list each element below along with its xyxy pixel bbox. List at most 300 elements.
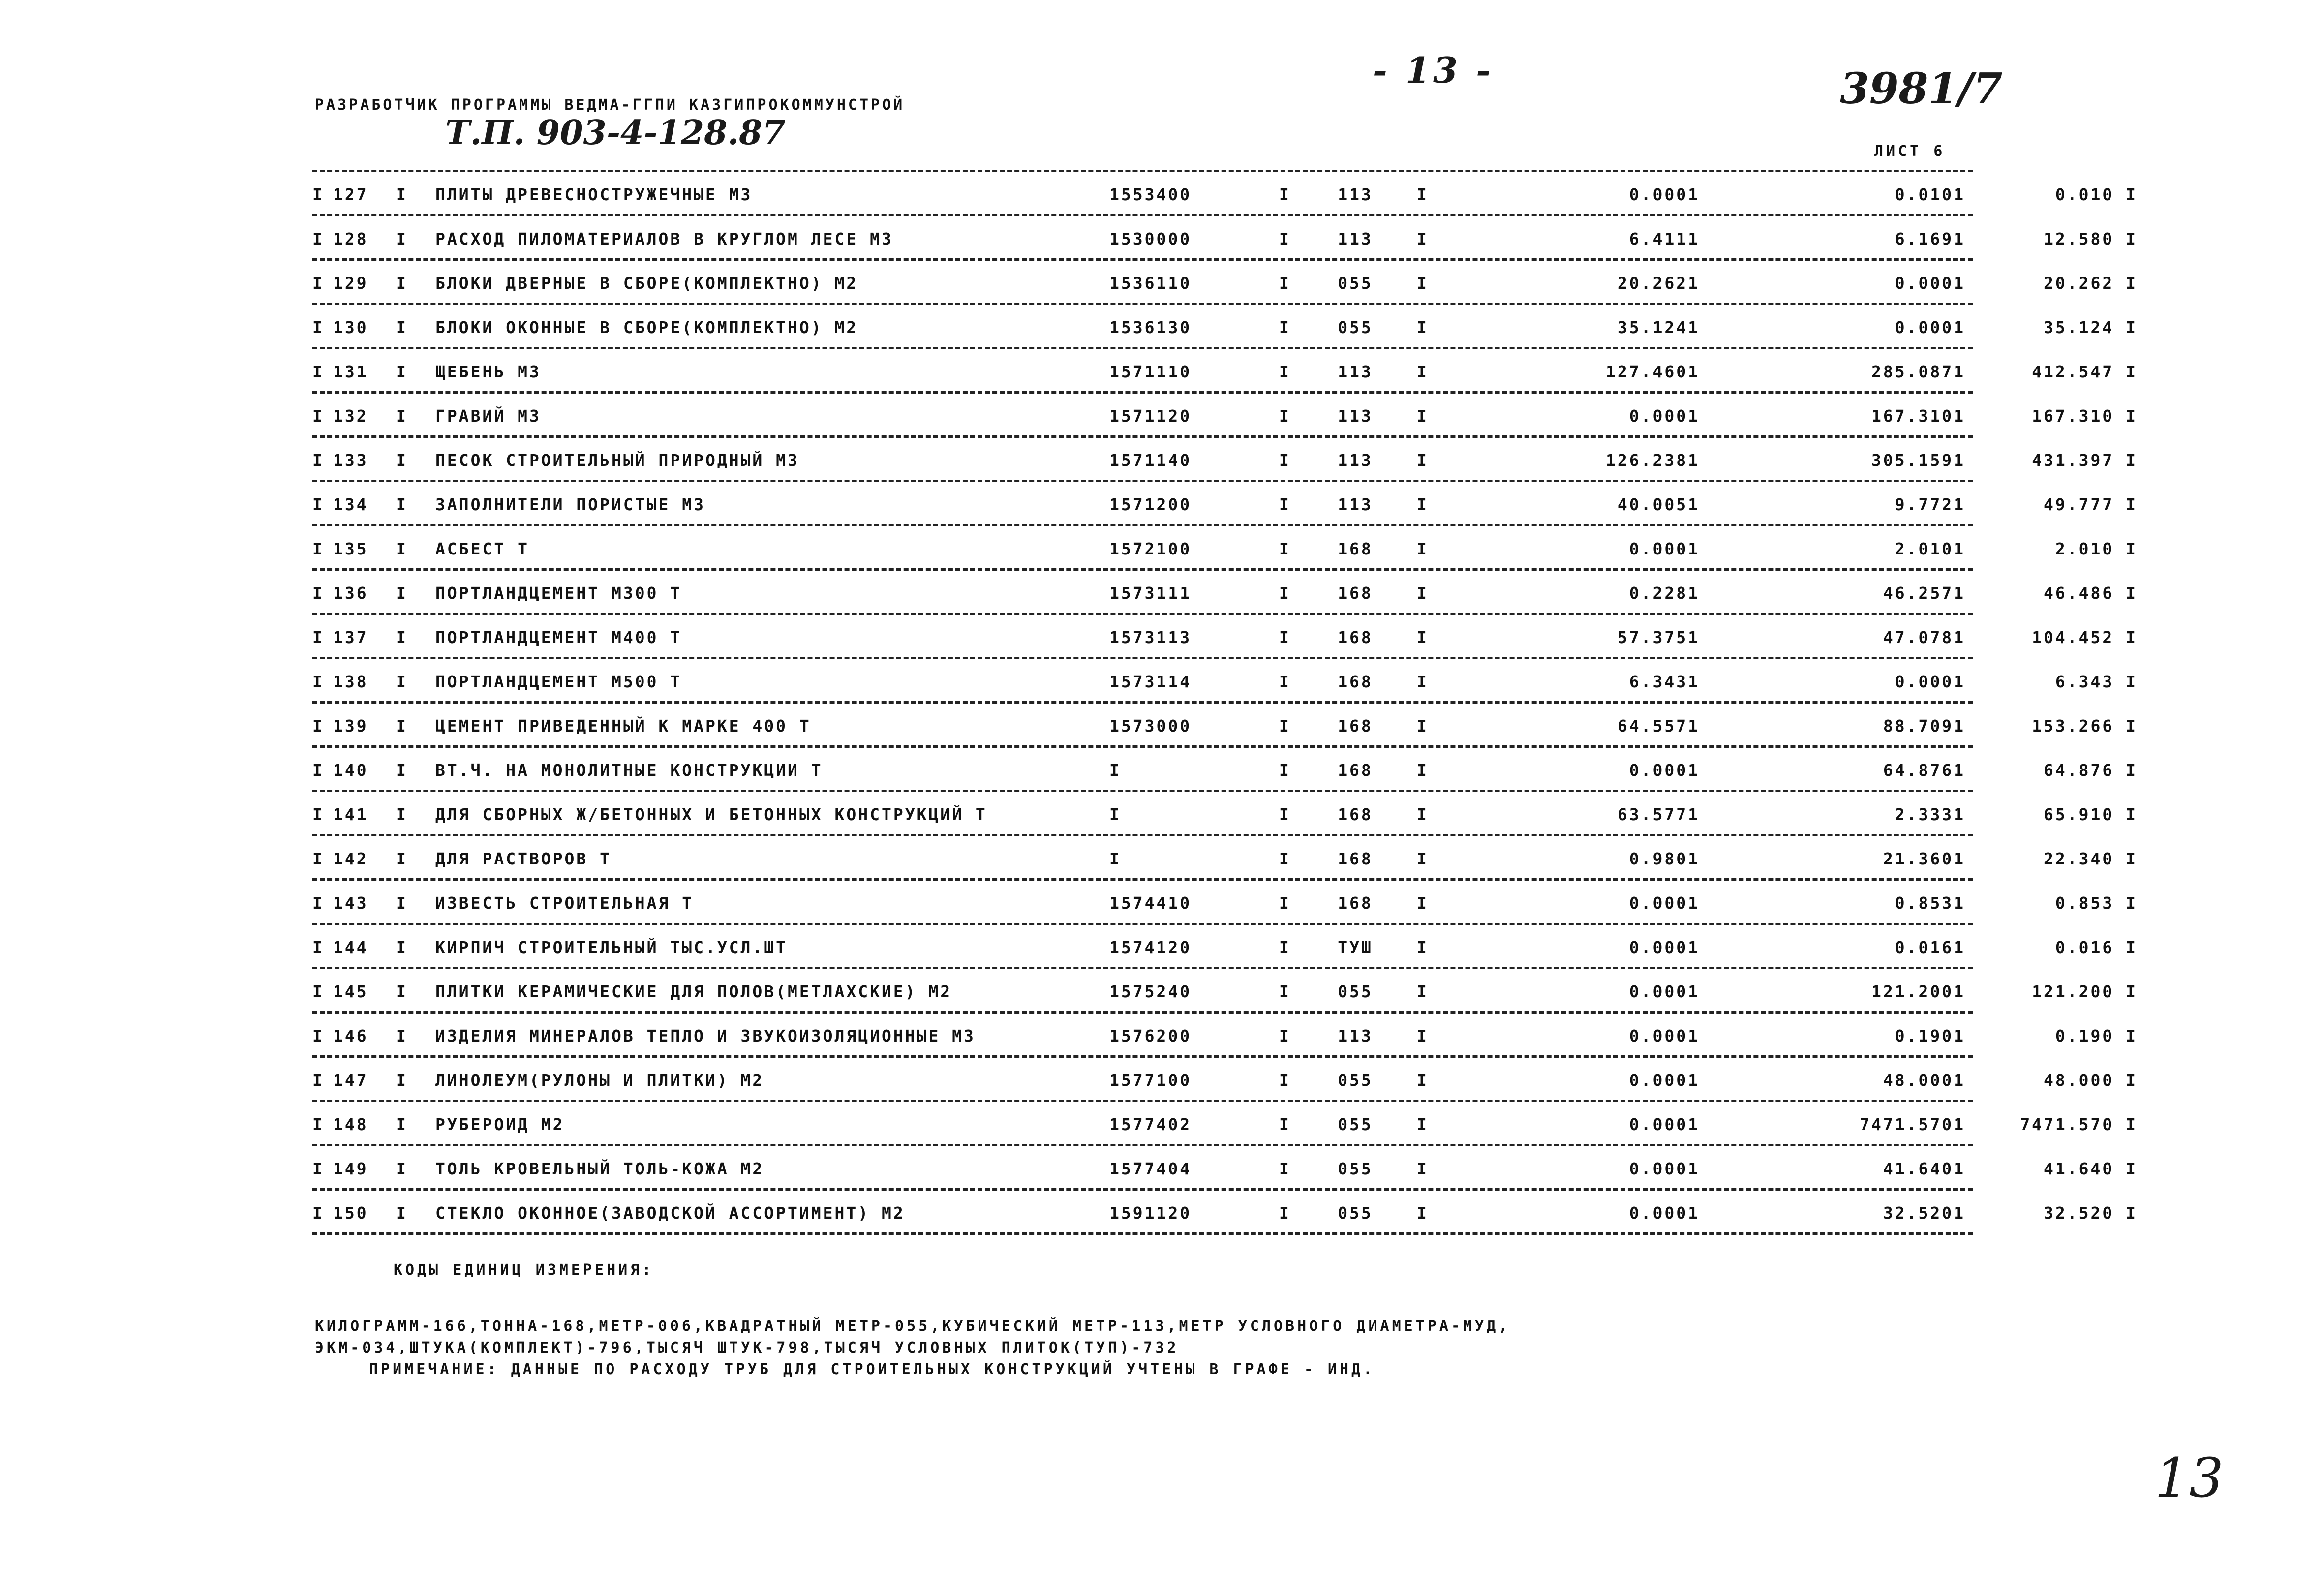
value-1: 0.0001 bbox=[1629, 406, 1700, 426]
material-name: ЩЕБЕНЬ М3 bbox=[435, 362, 541, 381]
unit-code: 113 bbox=[1338, 406, 1373, 426]
column-bar: I bbox=[312, 1071, 324, 1090]
column-bar: I bbox=[1279, 672, 1291, 691]
column-bar: I bbox=[1417, 628, 1429, 647]
material-name: ГРАВИЙ М3 bbox=[435, 406, 541, 426]
material-name: ВТ.Ч. НА МОНОЛИТНЫЕ КОНСТРУКЦИИ Т bbox=[435, 761, 823, 780]
material-name: КИРПИЧ СТРОИТЕЛЬНЫЙ ТЫС.УСЛ.ШТ bbox=[435, 938, 788, 957]
row-number: 136 bbox=[333, 584, 368, 603]
column-bar: I bbox=[396, 1026, 408, 1046]
materials-table bbox=[312, 170, 2138, 1235]
column-bar: I bbox=[396, 938, 408, 957]
column-bar: I bbox=[312, 761, 324, 780]
value-1: 127.4601 bbox=[1606, 362, 1700, 381]
column-bar: I bbox=[312, 1159, 324, 1178]
column-bar: I bbox=[396, 1071, 408, 1090]
material-code: 1577404 bbox=[1109, 1159, 1192, 1178]
row-number: 149 bbox=[333, 1159, 368, 1178]
material-code: 1573113 bbox=[1109, 628, 1192, 647]
column-bar: I bbox=[1417, 716, 1429, 736]
column-bar: I bbox=[1279, 451, 1291, 470]
column-bar: I bbox=[396, 982, 408, 1001]
unit-code: 168 bbox=[1338, 805, 1373, 824]
value-2: 0.0101 bbox=[1895, 185, 1965, 204]
value-2: 121.2001 bbox=[1871, 982, 1965, 1001]
value-total: 49.777 I bbox=[2044, 495, 2138, 514]
column-bar: I bbox=[1417, 672, 1429, 691]
material-name: ПЕСОК СТРОИТЕЛЬНЫЙ ПРИРОДНЫЙ М3 bbox=[435, 451, 799, 470]
value-1: 20.2621 bbox=[1617, 274, 1700, 293]
units-line-2: ЭКМ-034,ШТУКА(КОМПЛЕКТ)-796,ТЫСЯЧ ШТУК-798,ТЫСЯЧ УСЛОВНЫХ ПЛИТОК(ТУП)-732 bbox=[315, 1339, 1179, 1356]
material-code: 1573114 bbox=[1109, 672, 1192, 691]
row-number: 133 bbox=[333, 451, 368, 470]
value-total: 7471.570 I bbox=[2020, 1115, 2138, 1134]
column-bar: I bbox=[312, 716, 324, 736]
column-bar: I bbox=[312, 406, 324, 426]
column-bar: I bbox=[1279, 584, 1291, 603]
column-bar: I bbox=[1417, 451, 1429, 470]
document-code: 3981/7 bbox=[1840, 64, 2003, 114]
unit-code: 055 bbox=[1338, 1115, 1373, 1134]
value-1: 0.0001 bbox=[1629, 539, 1700, 558]
column-bar: I bbox=[1279, 406, 1291, 426]
row-number: 128 bbox=[333, 229, 368, 248]
column-bar: I bbox=[1279, 628, 1291, 647]
material-name: БЛОКИ ДВЕРНЫЕ В СБОРЕ(КОМПЛЕКТНО) М2 bbox=[435, 274, 858, 293]
column-bar: I bbox=[1279, 229, 1291, 248]
units-line-1: КИЛОГРАММ-166,ТОННА-168,МЕТР-006,КВАДРАТНЫЙ МЕТР-055,КУБИЧЕСКИЙ МЕТР-113,МЕТР УСЛОВНОГО ДИАМЕТРА-МУД, bbox=[315, 1318, 1511, 1335]
column-bar: I bbox=[1279, 805, 1291, 824]
column-bar: I bbox=[396, 495, 408, 514]
sheet-label: ЛИСТ 6 bbox=[1874, 143, 1946, 160]
column-bar: I bbox=[312, 628, 324, 647]
notes-block bbox=[315, 1260, 1510, 1381]
column-bar: I bbox=[396, 1203, 408, 1223]
column-bar: I bbox=[396, 628, 408, 647]
column-bar: I bbox=[1417, 1159, 1429, 1178]
value-1: 57.3751 bbox=[1617, 628, 1700, 647]
column-bar: I bbox=[396, 672, 408, 691]
column-bar: I bbox=[1417, 1026, 1429, 1046]
value-1: 40.0051 bbox=[1617, 495, 1700, 514]
value-2: 0.8531 bbox=[1895, 893, 1965, 913]
column-bar: I bbox=[312, 584, 324, 603]
unit-code: 168 bbox=[1338, 628, 1373, 647]
row-number: 145 bbox=[333, 982, 368, 1001]
value-total: 41.640 I bbox=[2044, 1159, 2138, 1178]
material-code: 1572100 bbox=[1109, 539, 1192, 558]
row-number: 146 bbox=[333, 1026, 368, 1046]
column-bar: I bbox=[312, 362, 324, 381]
column-bar: I bbox=[396, 318, 408, 337]
column-bar: I bbox=[1417, 406, 1429, 426]
material-name: ЦЕМЕНТ ПРИВЕДЕННЫЙ К МАРКЕ 400 Т bbox=[435, 716, 811, 736]
column-bar: I bbox=[312, 1203, 324, 1223]
value-2: 2.3331 bbox=[1895, 805, 1965, 824]
column-bar: I bbox=[1417, 229, 1429, 248]
material-code: 1536110 bbox=[1109, 274, 1192, 293]
material-code: 1573000 bbox=[1109, 716, 1192, 736]
material-name: РУБЕРОИД М2 bbox=[435, 1115, 565, 1134]
value-1: 35.1241 bbox=[1617, 318, 1700, 337]
material-name: ИЗДЕЛИЯ МИНЕРАЛОВ ТЕПЛО И ЗВУКОИЗОЛЯЦИОННЫЕ М3 bbox=[435, 1026, 976, 1046]
column-bar: I bbox=[396, 274, 408, 293]
value-total: 64.876 I bbox=[2044, 761, 2138, 780]
table-row bbox=[312, 305, 2138, 347]
value-1: 6.4111 bbox=[1629, 229, 1700, 248]
material-name: ЗАПОЛНИТЕЛИ ПОРИСТЫЕ М3 bbox=[435, 495, 705, 514]
value-2: 9.7721 bbox=[1895, 495, 1965, 514]
table-row bbox=[312, 172, 2138, 214]
column-bar: I bbox=[396, 761, 408, 780]
table-row bbox=[312, 1146, 2138, 1188]
value-1: 0.0001 bbox=[1629, 761, 1700, 780]
unit-code: ТУШ bbox=[1338, 938, 1373, 957]
material-code: 1530000 bbox=[1109, 229, 1192, 248]
unit-code: 055 bbox=[1338, 274, 1373, 293]
table-row bbox=[312, 969, 2138, 1011]
value-2: 2.0101 bbox=[1895, 539, 1965, 558]
table-row bbox=[312, 792, 2138, 834]
value-total: 22.340 I bbox=[2044, 849, 2138, 868]
table-row bbox=[312, 216, 2138, 258]
column-bar: I bbox=[312, 938, 324, 957]
column-bar: I bbox=[1279, 185, 1291, 204]
table-row bbox=[312, 659, 2138, 701]
material-code: 1573111 bbox=[1109, 584, 1192, 603]
material-code: 1577402 bbox=[1109, 1115, 1192, 1134]
unit-code: 168 bbox=[1338, 539, 1373, 558]
column-bar: I bbox=[1417, 1203, 1429, 1223]
value-2: 0.0001 bbox=[1895, 672, 1965, 691]
material-name: СТЕКЛО ОКОННОЕ(ЗАВОДСКОЙ АССОРТИМЕНТ) М2 bbox=[435, 1203, 905, 1223]
material-code: 1575240 bbox=[1109, 982, 1192, 1001]
row-number: 131 bbox=[333, 362, 368, 381]
value-total: 65.910 I bbox=[2044, 805, 2138, 824]
row-number: 141 bbox=[333, 805, 368, 824]
column-bar: I bbox=[396, 805, 408, 824]
table-row bbox=[312, 615, 2138, 657]
material-name: ЛИНОЛЕУМ(РУЛОНЫ И ПЛИТКИ) М2 bbox=[435, 1071, 764, 1090]
row-number: 139 bbox=[333, 716, 368, 736]
table-row bbox=[312, 482, 2138, 524]
value-total: 412.547 I bbox=[2032, 362, 2138, 381]
value-1: 0.0001 bbox=[1629, 938, 1700, 957]
column-bar: I bbox=[312, 539, 324, 558]
column-bar: I bbox=[1417, 274, 1429, 293]
column-bar: I bbox=[1279, 849, 1291, 868]
value-1: 0.0001 bbox=[1629, 1159, 1700, 1178]
value-1: 126.2381 bbox=[1606, 451, 1700, 470]
value-1: 0.9801 bbox=[1629, 849, 1700, 868]
column-bar: I bbox=[396, 451, 408, 470]
material-name: ПОРТЛАНДЦЕМЕНТ М300 Т bbox=[435, 584, 682, 603]
unit-code: 113 bbox=[1338, 495, 1373, 514]
column-bar: I bbox=[1417, 938, 1429, 957]
page-number: - 13 - bbox=[1373, 49, 1494, 91]
row-number: 148 bbox=[333, 1115, 368, 1134]
value-2: 47.0781 bbox=[1883, 628, 1965, 647]
value-2: 167.3101 bbox=[1871, 406, 1965, 426]
value-2: 88.7091 bbox=[1883, 716, 1965, 736]
unit-code: 055 bbox=[1338, 318, 1373, 337]
column-bar: I bbox=[312, 805, 324, 824]
column-bar: I bbox=[312, 849, 324, 868]
row-number: 130 bbox=[333, 318, 368, 337]
column-bar: I bbox=[1417, 1115, 1429, 1134]
table-row bbox=[312, 349, 2138, 391]
material-name: ПОРТЛАНДЦЕМЕНТ М400 Т bbox=[435, 628, 682, 647]
column-bar: I bbox=[1279, 274, 1291, 293]
row-number: 134 bbox=[333, 495, 368, 514]
material-code: 1571110 bbox=[1109, 362, 1192, 381]
unit-code: 055 bbox=[1338, 1203, 1373, 1223]
table-row bbox=[312, 704, 2138, 745]
column-bar: I bbox=[396, 584, 408, 603]
column-bar: I bbox=[1417, 185, 1429, 204]
value-total: 6.343 I bbox=[2055, 672, 2138, 691]
value-1: 6.3431 bbox=[1629, 672, 1700, 691]
column-bar: I bbox=[396, 406, 408, 426]
column-bar: I bbox=[396, 893, 408, 913]
project-code: Т.П. 903-4-128.87 bbox=[445, 113, 786, 153]
column-bar: I bbox=[1417, 1071, 1429, 1090]
table-row bbox=[312, 836, 2138, 878]
unit-code: 168 bbox=[1338, 849, 1373, 868]
material-name: ДЛЯ СБОРНЫХ Ж/БЕТОННЫХ И БЕТОННЫХ КОНСТРУКЦИЙ Т bbox=[435, 805, 987, 824]
column-bar: I bbox=[396, 1115, 408, 1134]
table-row bbox=[312, 1191, 2138, 1232]
column-bar: I bbox=[1279, 362, 1291, 381]
material-code: I bbox=[1109, 805, 1121, 824]
column-bar: I bbox=[312, 229, 324, 248]
column-bar: I bbox=[1417, 893, 1429, 913]
unit-code: 055 bbox=[1338, 1159, 1373, 1178]
column-bar: I bbox=[312, 318, 324, 337]
table-row bbox=[312, 394, 2138, 435]
material-name: БЛОКИ ОКОННЫЕ В СБОРЕ(КОМПЛЕКТНО) М2 bbox=[435, 318, 858, 337]
row-number: 142 bbox=[333, 849, 368, 868]
table-row bbox=[312, 1058, 2138, 1100]
value-2: 0.0001 bbox=[1895, 318, 1965, 337]
table-row bbox=[312, 438, 2138, 480]
value-2: 7471.5701 bbox=[1860, 1115, 1965, 1134]
corner-page-mark: 13 bbox=[2155, 1446, 2224, 1509]
column-bar: I bbox=[1279, 938, 1291, 957]
value-2: 305.1591 bbox=[1871, 451, 1965, 470]
material-code: I bbox=[1109, 849, 1121, 868]
row-separator bbox=[312, 1232, 1973, 1235]
table-row bbox=[312, 925, 2138, 967]
column-bar: I bbox=[1417, 495, 1429, 514]
value-total: 167.310 I bbox=[2032, 406, 2138, 426]
note-line: ПРИМЕЧАНИЕ: ДАННЫЕ ПО РАСХОДУ ТРУБ ДЛЯ СТРОИТЕЛЬНЫХ КОНСТРУКЦИЙ УЧТЕНЫ В ГРАФЕ - ИНД. bbox=[369, 1361, 1376, 1378]
value-1: 0.0001 bbox=[1629, 185, 1700, 204]
column-bar: I bbox=[1279, 1115, 1291, 1134]
column-bar: I bbox=[1279, 318, 1291, 337]
value-total: 2.010 I bbox=[2055, 539, 2138, 558]
unit-code: 113 bbox=[1338, 229, 1373, 248]
value-total: 121.200 I bbox=[2032, 982, 2138, 1001]
material-code: 1574120 bbox=[1109, 938, 1192, 957]
column-bar: I bbox=[312, 274, 324, 293]
table-row bbox=[312, 881, 2138, 923]
column-bar: I bbox=[312, 185, 324, 204]
value-total: 46.486 I bbox=[2044, 584, 2138, 603]
value-total: 0.016 I bbox=[2055, 938, 2138, 957]
material-name: ДЛЯ РАСТВОРОВ Т bbox=[435, 849, 612, 868]
value-1: 63.5771 bbox=[1617, 805, 1700, 824]
value-1: 0.0001 bbox=[1629, 1203, 1700, 1223]
row-number: 129 bbox=[333, 274, 368, 293]
column-bar: I bbox=[1279, 893, 1291, 913]
table-row bbox=[312, 748, 2138, 790]
material-name: ТОЛЬ КРОВЕЛЬНЫЙ ТОЛЬ-КОЖА М2 bbox=[435, 1159, 764, 1178]
unit-code: 168 bbox=[1338, 761, 1373, 780]
value-total: 12.580 I bbox=[2044, 229, 2138, 248]
value-total: 431.397 I bbox=[2032, 451, 2138, 470]
value-total: 0.190 I bbox=[2055, 1026, 2138, 1046]
value-2: 0.0161 bbox=[1895, 938, 1965, 957]
material-code: I bbox=[1109, 761, 1121, 780]
column-bar: I bbox=[396, 539, 408, 558]
row-number: 143 bbox=[333, 893, 368, 913]
value-2: 21.3601 bbox=[1883, 849, 1965, 868]
material-code: 1577100 bbox=[1109, 1071, 1192, 1090]
column-bar: I bbox=[396, 1159, 408, 1178]
row-number: 137 bbox=[333, 628, 368, 647]
table-row bbox=[312, 571, 2138, 613]
row-number: 132 bbox=[333, 406, 368, 426]
value-total: 0.010 I bbox=[2055, 185, 2138, 204]
column-bar: I bbox=[396, 362, 408, 381]
unit-code: 113 bbox=[1338, 185, 1373, 204]
table-row bbox=[312, 526, 2138, 568]
column-bar: I bbox=[312, 495, 324, 514]
row-number: 147 bbox=[333, 1071, 368, 1090]
material-name: ПОРТЛАНДЦЕМЕНТ М500 Т bbox=[435, 672, 682, 691]
unit-code: 168 bbox=[1338, 584, 1373, 603]
material-name: АСБЕСТ Т bbox=[435, 539, 529, 558]
column-bar: I bbox=[1279, 1203, 1291, 1223]
material-code: 1576200 bbox=[1109, 1026, 1192, 1046]
column-bar: I bbox=[312, 451, 324, 470]
value-1: 0.0001 bbox=[1629, 1026, 1700, 1046]
table-row bbox=[312, 261, 2138, 303]
value-1: 0.0001 bbox=[1629, 1071, 1700, 1090]
table-row bbox=[312, 1102, 2138, 1144]
unit-code: 055 bbox=[1338, 982, 1373, 1001]
column-bar: I bbox=[1417, 849, 1429, 868]
value-1: 0.0001 bbox=[1629, 982, 1700, 1001]
value-total: 48.000 I bbox=[2044, 1071, 2138, 1090]
material-code: 1574410 bbox=[1109, 893, 1192, 913]
material-name: РАСХОД ПИЛОМАТЕРИАЛОВ В КРУГЛОМ ЛЕСЕ М3 bbox=[435, 229, 893, 248]
unit-code: 168 bbox=[1338, 672, 1373, 691]
unit-code: 055 bbox=[1338, 1071, 1373, 1090]
value-2: 46.2571 bbox=[1883, 584, 1965, 603]
row-number: 140 bbox=[333, 761, 368, 780]
column-bar: I bbox=[1417, 761, 1429, 780]
column-bar: I bbox=[1279, 716, 1291, 736]
row-number: 127 bbox=[333, 185, 368, 204]
column-bar: I bbox=[1279, 1071, 1291, 1090]
column-bar: I bbox=[312, 893, 324, 913]
column-bar: I bbox=[396, 716, 408, 736]
column-bar: I bbox=[1417, 805, 1429, 824]
value-1: 0.2281 bbox=[1629, 584, 1700, 603]
material-code: 1536130 bbox=[1109, 318, 1192, 337]
column-bar: I bbox=[1279, 495, 1291, 514]
value-total: 35.124 I bbox=[2044, 318, 2138, 337]
material-code: 1571120 bbox=[1109, 406, 1192, 426]
value-2: 64.8761 bbox=[1883, 761, 1965, 780]
value-2: 0.1901 bbox=[1895, 1026, 1965, 1046]
value-1: 0.0001 bbox=[1629, 1115, 1700, 1134]
value-2: 48.0001 bbox=[1883, 1071, 1965, 1090]
material-name: ПЛИТЫ ДРЕВЕСНОСТРУЖЕЧНЫЕ М3 bbox=[435, 185, 753, 204]
value-1: 0.0001 bbox=[1629, 893, 1700, 913]
column-bar: I bbox=[1417, 584, 1429, 603]
value-2: 32.5201 bbox=[1883, 1203, 1965, 1223]
row-number: 138 bbox=[333, 672, 368, 691]
column-bar: I bbox=[1279, 539, 1291, 558]
material-name: ИЗВЕСТЬ СТРОИТЕЛЬНАЯ Т bbox=[435, 893, 694, 913]
column-bar: I bbox=[1417, 539, 1429, 558]
row-number: 144 bbox=[333, 938, 368, 957]
value-2: 6.1691 bbox=[1895, 229, 1965, 248]
row-number: 150 bbox=[333, 1203, 368, 1223]
unit-code: 113 bbox=[1338, 1026, 1373, 1046]
material-code: 1591120 bbox=[1109, 1203, 1192, 1223]
unit-code: 168 bbox=[1338, 893, 1373, 913]
value-total: 32.520 I bbox=[2044, 1203, 2138, 1223]
value-1: 64.5571 bbox=[1617, 716, 1700, 736]
units-heading: КОДЫ ЕДИНИЦ ИЗМЕРЕНИЯ: bbox=[394, 1261, 654, 1279]
column-bar: I bbox=[396, 185, 408, 204]
value-2: 41.6401 bbox=[1883, 1159, 1965, 1178]
column-bar: I bbox=[396, 849, 408, 868]
value-total: 104.452 I bbox=[2032, 628, 2138, 647]
column-bar: I bbox=[1279, 1159, 1291, 1178]
material-code: 1571200 bbox=[1109, 495, 1192, 514]
column-bar: I bbox=[312, 1026, 324, 1046]
developer-line: РАЗРАБОТЧИК ПРОГРАММЫ ВЕДМА-ГГПИ КАЗГИПРОКОММУНСТРОЙ bbox=[315, 96, 905, 114]
value-2: 285.0871 bbox=[1871, 362, 1965, 381]
value-total: 20.262 I bbox=[2044, 274, 2138, 293]
value-total: 153.266 I bbox=[2032, 716, 2138, 736]
column-bar: I bbox=[1279, 1026, 1291, 1046]
column-bar: I bbox=[1417, 982, 1429, 1001]
column-bar: I bbox=[1279, 982, 1291, 1001]
column-bar: I bbox=[396, 229, 408, 248]
unit-code: 168 bbox=[1338, 716, 1373, 736]
material-code: 1571140 bbox=[1109, 451, 1192, 470]
column-bar: I bbox=[1417, 318, 1429, 337]
material-code: 1553400 bbox=[1109, 185, 1192, 204]
column-bar: I bbox=[1417, 362, 1429, 381]
row-number: 135 bbox=[333, 539, 368, 558]
column-bar: I bbox=[312, 1115, 324, 1134]
value-2: 0.0001 bbox=[1895, 274, 1965, 293]
unit-code: 113 bbox=[1338, 451, 1373, 470]
column-bar: I bbox=[312, 982, 324, 1001]
column-bar: I bbox=[312, 672, 324, 691]
value-total: 0.853 I bbox=[2055, 893, 2138, 913]
unit-code: 113 bbox=[1338, 362, 1373, 381]
column-bar: I bbox=[1279, 761, 1291, 780]
material-name: ПЛИТКИ КЕРАМИЧЕСКИЕ ДЛЯ ПОЛОВ(МЕТЛАХСКИЕ) М2 bbox=[435, 982, 952, 1001]
